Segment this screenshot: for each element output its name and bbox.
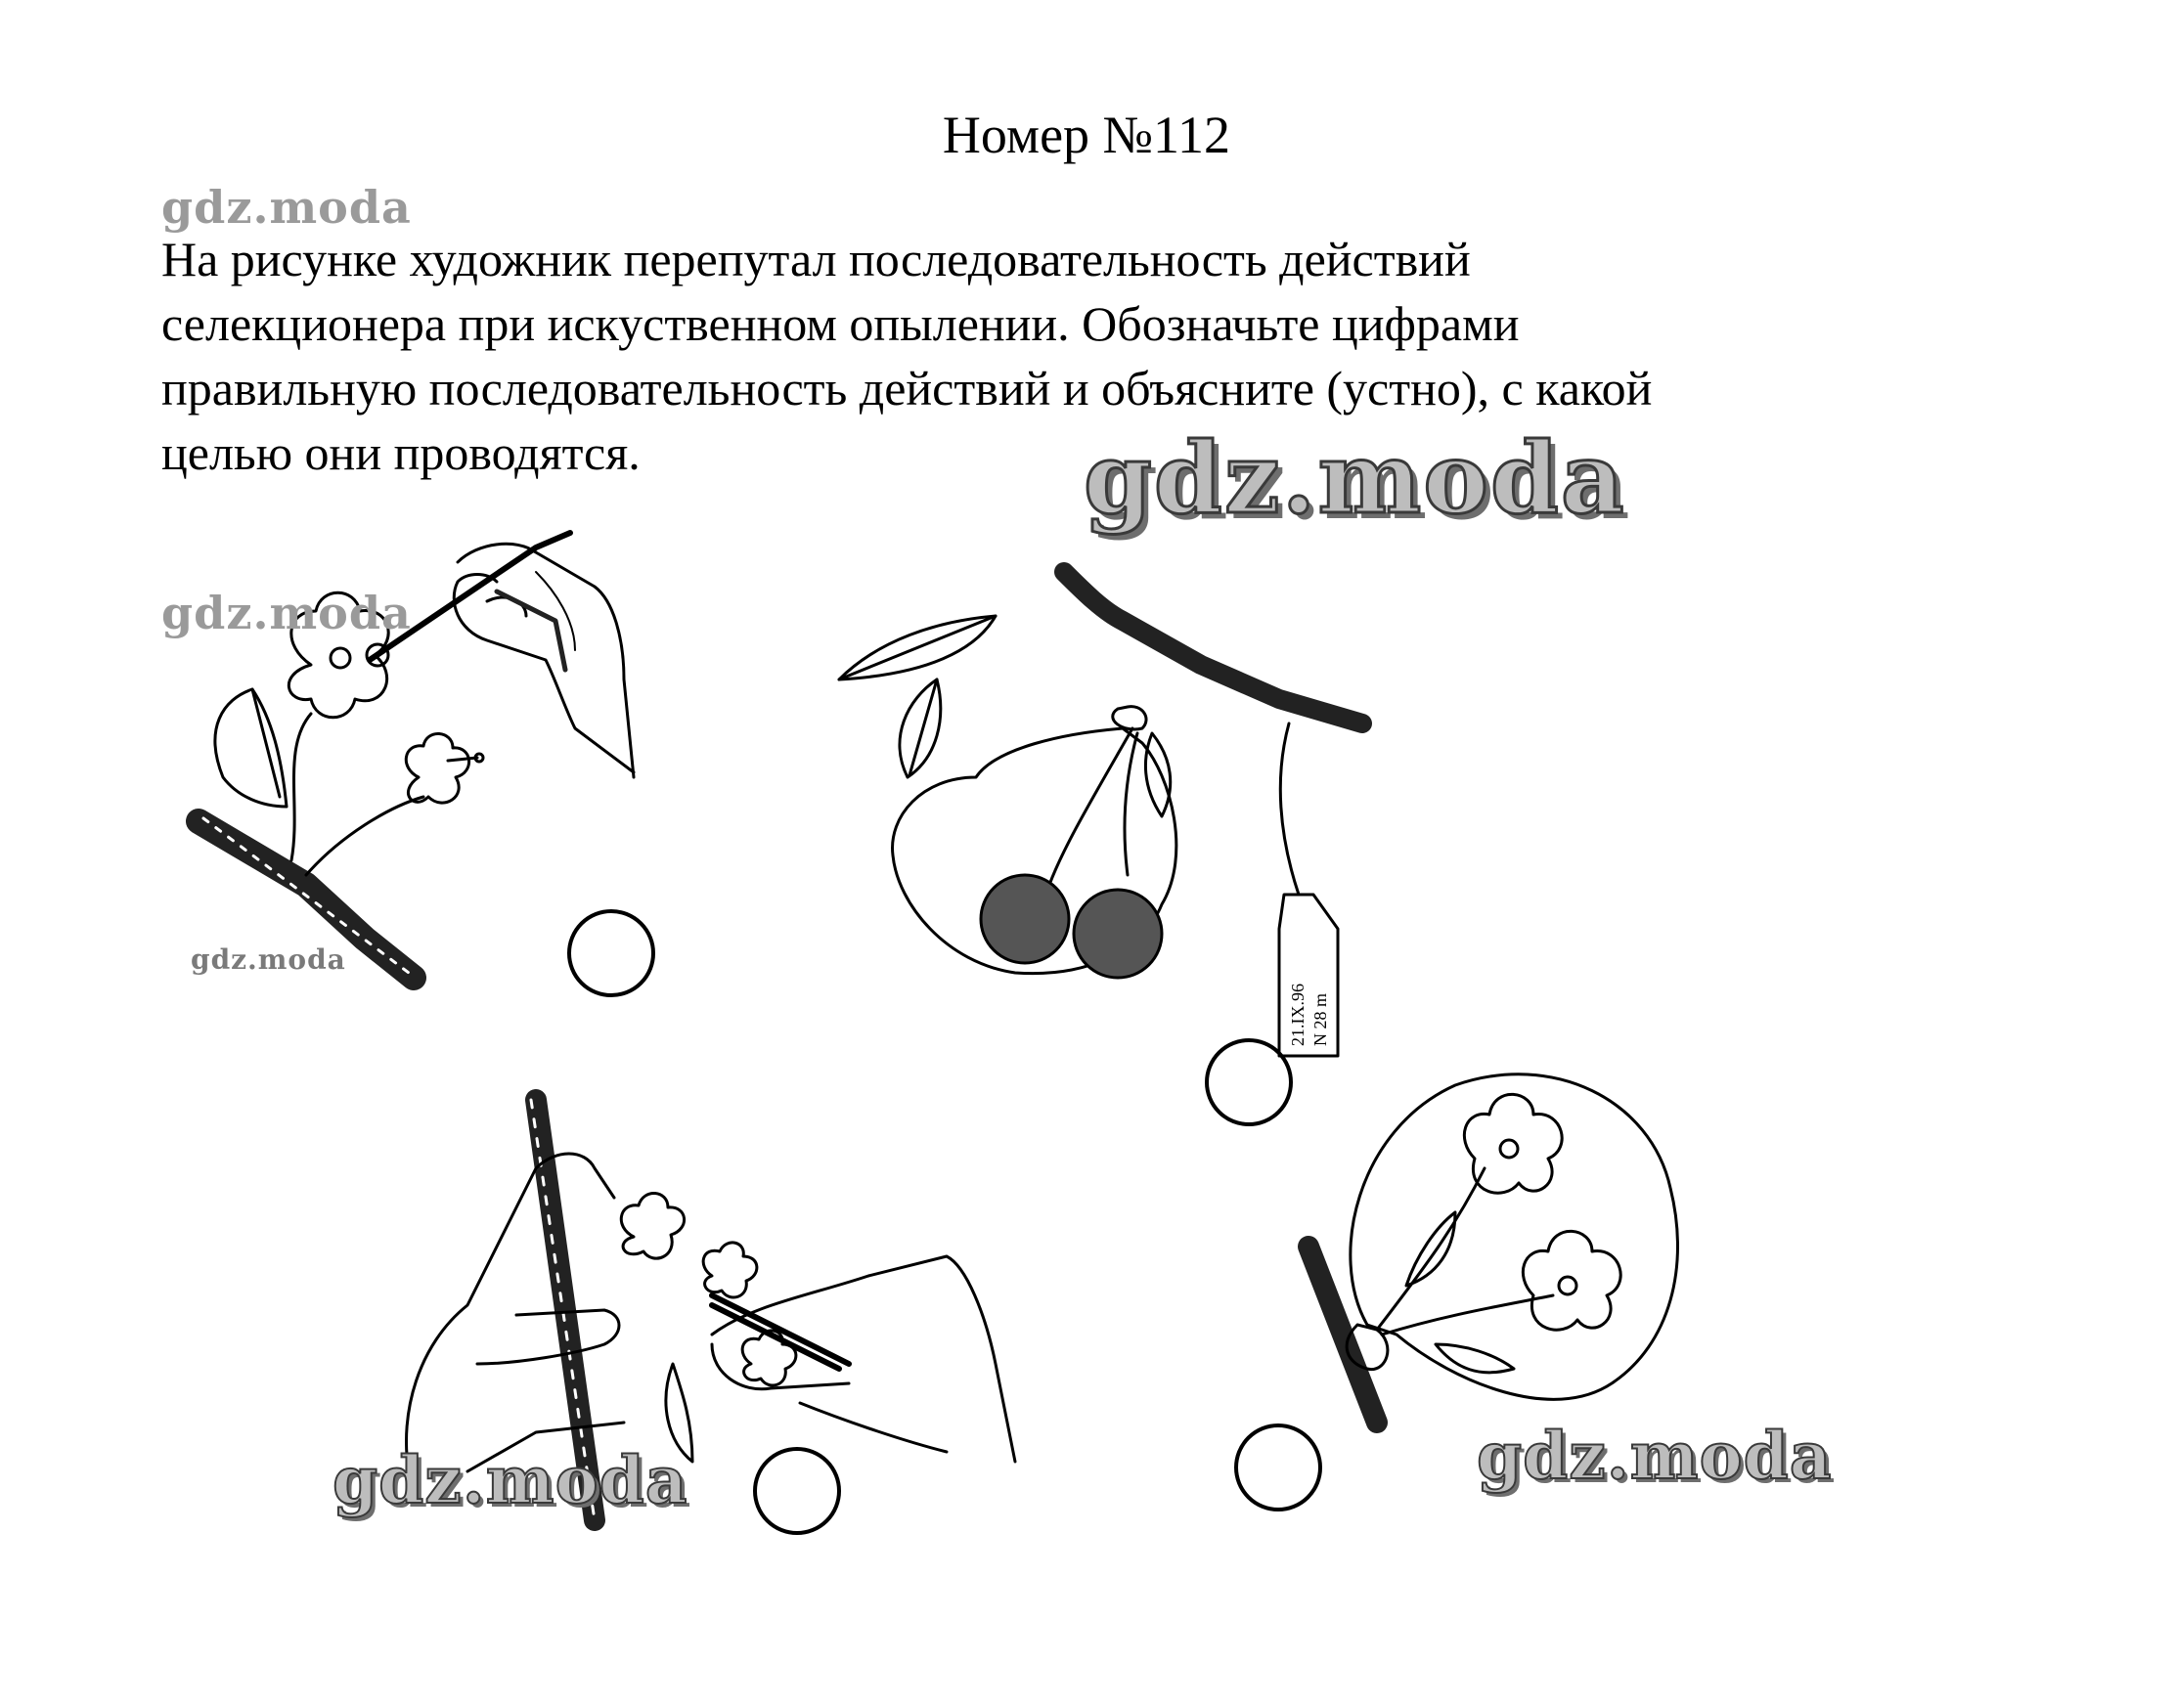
flower-stem-2: [306, 797, 423, 875]
tweezers-icon: [712, 1295, 849, 1369]
task-text: На рисунке художник перепутал последовательность действий селекционера при искуственном опылении. Обозначьте цифрами правильную последовательность действий и объясните (устно), с какой целью они проводятся.: [161, 232, 1653, 480]
watermark-left-small: gdz.moda: [191, 943, 346, 976]
answer-circle-flowers-bag[interactable]: [1234, 1423, 1322, 1511]
answer-circle-tweezers[interactable]: [753, 1447, 841, 1535]
branch: [1064, 572, 1362, 723]
branch: [1308, 1247, 1377, 1423]
cherry-icon: [981, 875, 1069, 963]
panel-cherries-bag: [839, 572, 1362, 1056]
flower-icon: [703, 1243, 757, 1297]
watermark-center-big: gdz.moda: [1084, 420, 1626, 536]
right-hand: [712, 1256, 1015, 1462]
watermark-bottom-left: gdz.moda: [333, 1442, 688, 1518]
watermark-left-mid: gdz.moda: [161, 587, 412, 639]
flower-in-bag-icon: [1523, 1231, 1620, 1330]
flower-stem: [291, 714, 311, 860]
castrated-flower-icon: [406, 733, 483, 803]
tag-text-2: N 28 m: [1310, 993, 1330, 1046]
cherry-icon: [1074, 890, 1162, 978]
cherry-stem: [1049, 728, 1132, 885]
page-title: Номер №112: [942, 106, 1231, 164]
pollination-illustration: [164, 484, 1749, 1559]
tag-text-1: 21.IX.96: [1288, 984, 1308, 1046]
flower-icon: [621, 1193, 684, 1258]
answer-circle-cherries[interactable]: [1205, 1038, 1293, 1126]
watermark-bottom-right: gdz.moda: [1477, 1418, 1833, 1494]
flower-icon: [742, 1331, 796, 1385]
leaf: [900, 679, 941, 777]
flower-stem: [1382, 1295, 1553, 1335]
leaf: [215, 689, 287, 807]
leaf: [1145, 733, 1170, 816]
hand: [454, 544, 634, 777]
tag-string: [1280, 723, 1299, 895]
cherry-stem: [1125, 733, 1137, 875]
flower-stem: [1377, 1168, 1485, 1330]
panel-flowers-bag: [1308, 1074, 1678, 1423]
answer-circle-brush[interactable]: [567, 909, 655, 997]
leaf: [1406, 1212, 1455, 1286]
bag: [1351, 1074, 1678, 1400]
watermark-top-left: gdz.moda: [161, 181, 412, 234]
